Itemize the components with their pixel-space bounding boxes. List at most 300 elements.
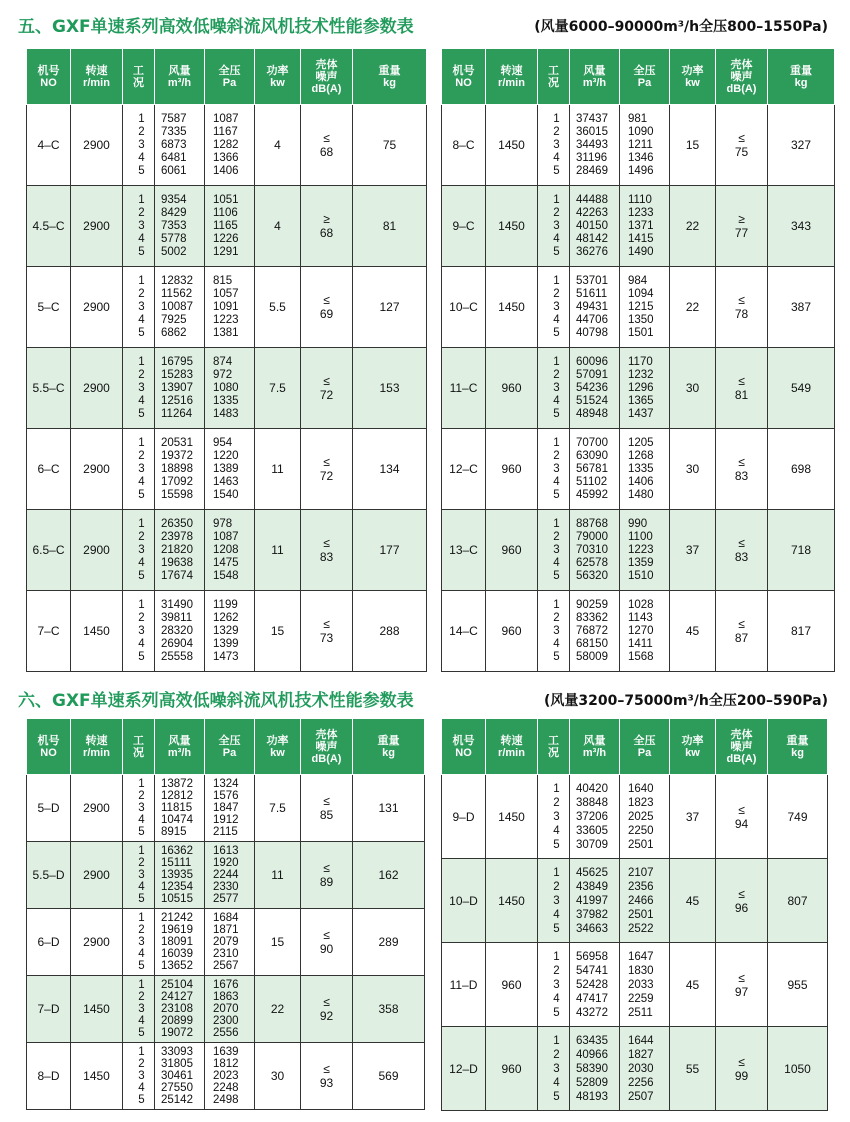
condition-value: 1	[138, 912, 145, 924]
noise-symbol: ≤	[323, 928, 330, 942]
pressure-cell	[620, 186, 670, 267]
noise-cell	[716, 510, 768, 591]
airflow-value: 33093	[161, 1046, 193, 1058]
airflow-value: 23108	[161, 1003, 193, 1015]
table-row	[27, 909, 425, 976]
header-speed-line: r/min	[83, 76, 110, 89]
condition-value: 5	[553, 164, 560, 177]
noise-symbol: ≤	[323, 293, 330, 307]
pressure-value: 2466	[628, 894, 654, 907]
airflow-value: 33605	[576, 824, 608, 837]
airflow-cell	[570, 775, 620, 859]
header-airflow	[155, 719, 205, 775]
airflow-value: 19372	[161, 449, 193, 462]
pressure-value: 1871	[213, 924, 239, 936]
condition-value: 3	[553, 810, 560, 823]
pressure-value: 1480	[628, 488, 654, 501]
table-row	[442, 943, 828, 1027]
condition-value: 4	[138, 313, 145, 326]
noise-value: 72	[319, 388, 334, 402]
header-power-line: kw	[685, 76, 700, 89]
condition-cell	[123, 909, 155, 976]
airflow-value: 63090	[576, 449, 608, 462]
pressure-value: 1223	[213, 313, 239, 326]
airflow-value: 53701	[576, 274, 608, 287]
condition-value: 1	[553, 517, 560, 530]
power-cell: 37	[670, 510, 716, 591]
pressure-cell	[205, 267, 255, 348]
header-condition-line: 况	[548, 76, 559, 89]
header-speed-line: 转速	[500, 64, 523, 77]
pressure-value: 1463	[213, 475, 239, 488]
condition-value: 2	[138, 368, 145, 381]
airflow-value: 51524	[576, 394, 608, 407]
airflow-value: 11562	[161, 287, 193, 300]
power-cell: 30	[670, 348, 716, 429]
noise-symbol: ≤	[323, 794, 330, 808]
header-airflow-line: 风量	[583, 64, 606, 77]
weight-cell: 134	[353, 429, 427, 510]
airflow-value: 30461	[161, 1070, 193, 1082]
pressure-value: 1110	[628, 193, 652, 206]
header-speed	[71, 719, 123, 775]
airflow-value: 34493	[576, 138, 608, 151]
header-condition-line: 况	[133, 76, 144, 89]
pressure-value: 1350	[628, 313, 654, 326]
airflow-value: 13907	[161, 381, 193, 394]
pressure-value: 1087	[213, 112, 239, 125]
condition-value: 2	[553, 530, 560, 543]
pressure-value: 2070	[213, 1003, 239, 1015]
airflow-value: 37982	[576, 908, 608, 921]
noise-cell	[301, 186, 353, 267]
condition-value: 3	[553, 1062, 560, 1075]
condition-value: 1	[553, 193, 560, 206]
noise-value: 94	[734, 816, 749, 831]
weight-cell: 817	[768, 591, 835, 672]
noise-value: 78	[734, 307, 749, 321]
power-cell: 15	[255, 909, 301, 976]
airflow-value: 19638	[161, 556, 193, 569]
noise-cell	[716, 186, 768, 267]
airflow-cell	[155, 105, 205, 186]
header-noise-line: dB(A)	[311, 82, 342, 95]
pressure-value: 2025	[628, 810, 654, 823]
pressure-cell	[205, 775, 255, 842]
header-condition-line: 工	[548, 734, 559, 747]
speed-cell: 960	[486, 510, 538, 591]
pressure-value: 1220	[213, 449, 239, 462]
model-no-cell: 11–D	[442, 943, 486, 1027]
pressure-cell	[205, 591, 255, 672]
pressure-cell	[620, 859, 670, 943]
speed-cell: 1450	[486, 859, 538, 943]
condition-cell	[123, 429, 155, 510]
noise-cell	[301, 842, 353, 909]
pressure-value: 1291	[213, 245, 239, 258]
condition-value: 2	[553, 287, 560, 300]
airflow-value: 49431	[576, 300, 608, 313]
pressure-value: 1644	[628, 1034, 654, 1047]
airflow-value: 44706	[576, 313, 608, 326]
airflow-value: 43849	[576, 880, 608, 893]
header-condition-line: 工	[133, 64, 144, 77]
airflow-value: 43272	[576, 1006, 608, 1019]
noise-value: 85	[319, 808, 334, 822]
condition-value: 4	[138, 1082, 145, 1094]
table-row	[27, 429, 427, 510]
pressure-value: 1540	[213, 488, 239, 501]
pressure-value: 1143	[628, 611, 653, 624]
speed-cell: 960	[486, 429, 538, 510]
airflow-value: 11815	[161, 802, 193, 814]
header-power-line: 功率	[266, 734, 289, 747]
condition-value: 4	[553, 232, 560, 245]
noise-value: 81	[734, 388, 749, 402]
condition-value: 2	[138, 449, 145, 462]
speed-cell: 1450	[71, 1043, 123, 1110]
airflow-cell	[155, 909, 205, 976]
power-cell: 7.5	[255, 775, 301, 842]
condition-value: 3	[553, 462, 560, 475]
pressure-value: 2115	[213, 826, 238, 838]
pressure-cell	[620, 943, 670, 1027]
condition-value: 4	[553, 394, 560, 407]
header-power	[670, 49, 716, 105]
airflow-value: 15111	[161, 857, 192, 869]
pressure-value: 1226	[213, 232, 239, 245]
airflow-value: 31490	[161, 598, 193, 611]
pressure-cell	[205, 976, 255, 1043]
noise-symbol: ≤	[738, 455, 745, 469]
pressure-value: 1205	[628, 436, 654, 449]
airflow-value: 11264	[161, 407, 193, 420]
airflow-cell	[155, 1043, 205, 1110]
pressure-value: 1296	[628, 381, 654, 394]
header-power-line: kw	[270, 746, 285, 759]
weight-cell: 131	[353, 775, 425, 842]
condition-value: 3	[138, 936, 145, 948]
airflow-value: 63435	[576, 1034, 608, 1047]
pressure-cell	[620, 429, 670, 510]
airflow-value: 13935	[161, 869, 193, 881]
header-model-no-line: 机号	[452, 734, 475, 747]
airflow-value: 5778	[161, 232, 187, 245]
noise-cell	[716, 267, 768, 348]
condition-value: 5	[138, 488, 145, 501]
table-row	[27, 348, 427, 429]
power-cell: 11	[255, 429, 301, 510]
pressure-value: 2079	[213, 936, 239, 948]
airflow-value: 17092	[161, 475, 193, 488]
power-cell: 11	[255, 510, 301, 591]
pressure-cell	[205, 186, 255, 267]
condition-value: 5	[138, 407, 145, 420]
airflow-cell	[570, 186, 620, 267]
pressure-value: 1501	[628, 326, 654, 339]
header-power-line: 功率	[681, 734, 704, 747]
pressure-value: 2501	[628, 838, 654, 851]
condition-value: 5	[553, 488, 560, 501]
airflow-cell	[155, 775, 205, 842]
header-speed	[486, 719, 538, 775]
condition-value: 2	[138, 991, 145, 1003]
speed-cell: 1450	[486, 267, 538, 348]
airflow-value: 52428	[576, 978, 608, 991]
noise-symbol: ≤	[738, 536, 745, 550]
pressure-cell	[620, 348, 670, 429]
header-condition-line: 况	[133, 746, 144, 759]
weight-cell: 549	[768, 348, 835, 429]
noise-symbol: ≤	[323, 455, 330, 469]
airflow-value: 40150	[576, 219, 608, 232]
condition-value: 3	[553, 543, 560, 556]
header-speed-line: r/min	[498, 746, 525, 759]
weight-cell: 127	[353, 267, 427, 348]
airflow-value: 88768	[576, 517, 608, 530]
header-airflow-line: 风量	[583, 734, 606, 747]
airflow-value: 19619	[161, 924, 193, 936]
condition-value: 5	[138, 826, 145, 838]
noise-value: 83	[319, 550, 334, 564]
model-no-cell: 6–D	[27, 909, 71, 976]
header-power	[670, 719, 716, 775]
airflow-cell	[570, 591, 620, 672]
power-cell: 15	[670, 105, 716, 186]
noise-cell	[716, 775, 768, 859]
speed-cell: 1450	[71, 591, 123, 672]
condition-value: 1	[138, 112, 145, 125]
pressure-value: 1406	[628, 475, 654, 488]
speed-cell: 1450	[486, 105, 538, 186]
header-weight-line: 重量	[378, 64, 401, 77]
condition-value: 3	[138, 300, 145, 313]
power-cell: 30	[255, 1043, 301, 1110]
airflow-value: 28320	[161, 624, 193, 637]
pressure-value: 984	[628, 274, 648, 287]
power-cell: 45	[670, 859, 716, 943]
noise-cell	[301, 105, 353, 186]
airflow-cell	[570, 348, 620, 429]
speed-cell: 2900	[71, 510, 123, 591]
noise-cell	[301, 429, 353, 510]
header-airflow-line: m³/h	[167, 746, 192, 759]
condition-value: 5	[553, 245, 560, 258]
table-row	[442, 348, 835, 429]
header-pressure-line: 全压	[633, 734, 656, 747]
condition-value: 4	[138, 151, 145, 164]
condition-value: 4	[553, 151, 560, 164]
weight-cell: 177	[353, 510, 427, 591]
noise-cell	[301, 775, 353, 842]
speed-cell: 960	[486, 943, 538, 1027]
pressure-value: 1028	[628, 598, 654, 611]
weight-cell: 81	[353, 186, 427, 267]
condition-cell	[123, 348, 155, 429]
condition-cell	[538, 105, 570, 186]
pressure-value: 1406	[213, 164, 239, 177]
header-pressure-line: 全压	[633, 64, 656, 77]
pressure-value: 1268	[628, 449, 654, 462]
condition-cell	[123, 842, 155, 909]
power-cell: 7.5	[255, 348, 301, 429]
header-pressure-line: 全压	[218, 734, 241, 747]
condition-value: 4	[553, 313, 560, 326]
header-row	[442, 719, 828, 775]
condition-value: 2	[553, 125, 560, 138]
pressure-value: 2250	[628, 824, 654, 837]
weight-cell: 749	[768, 775, 828, 859]
model-no-cell: 4–C	[27, 105, 71, 186]
pressure-value: 815	[213, 274, 233, 287]
airflow-value: 44488	[576, 193, 608, 206]
pressure-value: 2567	[213, 960, 239, 972]
noise-cell	[301, 1043, 353, 1110]
condition-value: 2	[138, 924, 145, 936]
header-pressure-line: Pa	[222, 746, 237, 759]
airflow-value: 54741	[576, 964, 608, 977]
header-condition	[538, 49, 570, 105]
airflow-value: 76872	[576, 624, 608, 637]
airflow-value: 31805	[161, 1058, 193, 1070]
header-power-line: kw	[270, 76, 285, 89]
noise-symbol: ≤	[738, 293, 745, 307]
airflow-cell	[155, 842, 205, 909]
noise-symbol: ≤	[323, 374, 330, 388]
pressure-value: 1262	[213, 611, 239, 624]
header-condition	[538, 719, 570, 775]
condition-cell	[538, 348, 570, 429]
airflow-value: 8429	[161, 206, 187, 219]
header-noise-line: 噪声	[730, 70, 753, 83]
table-row	[27, 1043, 425, 1110]
pressure-value: 1830	[628, 964, 654, 977]
pressure-cell	[620, 510, 670, 591]
table-row	[442, 775, 828, 859]
model-no-cell: 9–D	[442, 775, 486, 859]
weight-cell: 807	[768, 859, 828, 943]
airflow-value: 90259	[576, 598, 608, 611]
airflow-cell	[155, 591, 205, 672]
header-weight-line: kg	[382, 746, 395, 759]
airflow-value: 6481	[161, 151, 187, 164]
spec-table-6-right	[441, 718, 828, 1111]
header-noise-line: 壳体	[730, 58, 753, 71]
noise-cell	[716, 348, 768, 429]
airflow-value: 27550	[161, 1082, 193, 1094]
noise-value: 96	[734, 900, 749, 915]
noise-cell	[301, 591, 353, 672]
noise-symbol: ≤	[738, 802, 745, 817]
condition-value: 4	[553, 475, 560, 488]
airflow-value: 26904	[161, 637, 193, 650]
table-row	[27, 775, 425, 842]
noise-symbol: ≤	[738, 970, 745, 985]
header-noise	[301, 49, 353, 105]
table-row	[442, 591, 835, 672]
pressure-value: 1847	[213, 802, 239, 814]
speed-cell: 2900	[71, 267, 123, 348]
speed-cell: 2900	[71, 775, 123, 842]
pressure-value: 1223	[628, 543, 654, 556]
header-pressure-line: Pa	[637, 746, 652, 759]
header-condition	[123, 719, 155, 775]
section-6-subtitle: (风量3200–75000m³/h全压200–590Pa)	[543, 693, 828, 709]
airflow-value: 25104	[161, 979, 193, 991]
pressure-value: 1490	[628, 245, 654, 258]
condition-value: 3	[138, 869, 145, 881]
header-row	[27, 49, 427, 105]
power-cell: 45	[670, 943, 716, 1027]
power-cell: 5.5	[255, 267, 301, 348]
power-cell: 55	[670, 1027, 716, 1111]
noise-cell	[716, 591, 768, 672]
header-weight-line: 重量	[790, 64, 812, 77]
noise-cell	[301, 909, 353, 976]
noise-value: 97	[734, 984, 749, 999]
airflow-value: 56320	[576, 569, 608, 582]
pressure-value: 2248	[213, 1082, 239, 1094]
condition-cell	[123, 267, 155, 348]
condition-value: 2	[138, 206, 145, 219]
airflow-value: 21820	[161, 543, 193, 556]
condition-value: 4	[138, 394, 145, 407]
pressure-cell	[620, 1027, 670, 1111]
condition-value: 3	[138, 462, 145, 475]
pressure-cell	[205, 429, 255, 510]
pressure-cell	[205, 909, 255, 976]
header-model-no	[27, 49, 71, 105]
header-model-no-line: NO	[40, 746, 57, 759]
airflow-value: 15598	[161, 488, 193, 501]
pressure-cell	[205, 510, 255, 591]
airflow-value: 10515	[161, 893, 193, 905]
header-speed-line: 转速	[500, 734, 523, 747]
pressure-cell	[205, 105, 255, 186]
weight-cell: 358	[353, 976, 425, 1043]
header-airflow	[570, 49, 620, 105]
speed-cell: 1450	[486, 186, 538, 267]
pressure-value: 1475	[213, 556, 239, 569]
weight-cell: 289	[353, 909, 425, 976]
noise-symbol: ≤	[738, 131, 745, 145]
model-no-cell: 4.5–C	[27, 186, 71, 267]
noise-cell	[716, 429, 768, 510]
condition-cell	[538, 591, 570, 672]
header-weight-line: kg	[794, 76, 808, 89]
noise-symbol: ≤	[323, 861, 330, 875]
noise-value: 73	[319, 631, 334, 645]
header-model-no-line: NO	[455, 76, 472, 89]
noise-value: 77	[734, 226, 749, 240]
model-no-cell: 6–C	[27, 429, 71, 510]
speed-cell: 2900	[71, 429, 123, 510]
condition-value: 1	[553, 436, 560, 449]
weight-cell: 569	[353, 1043, 425, 1110]
pressure-value: 1920	[213, 857, 239, 869]
condition-value: 1	[138, 193, 145, 206]
condition-value: 3	[138, 1070, 145, 1082]
pressure-value: 1676	[213, 979, 239, 991]
header-noise-line: 噪声	[730, 740, 753, 753]
header-condition-line: 工	[548, 64, 559, 77]
weight-cell: 387	[768, 267, 835, 348]
airflow-value: 16795	[161, 355, 193, 368]
pressure-value: 1100	[628, 530, 653, 543]
power-cell: 22	[670, 267, 716, 348]
noise-value: 68	[319, 145, 334, 159]
airflow-value: 31196	[576, 151, 608, 164]
